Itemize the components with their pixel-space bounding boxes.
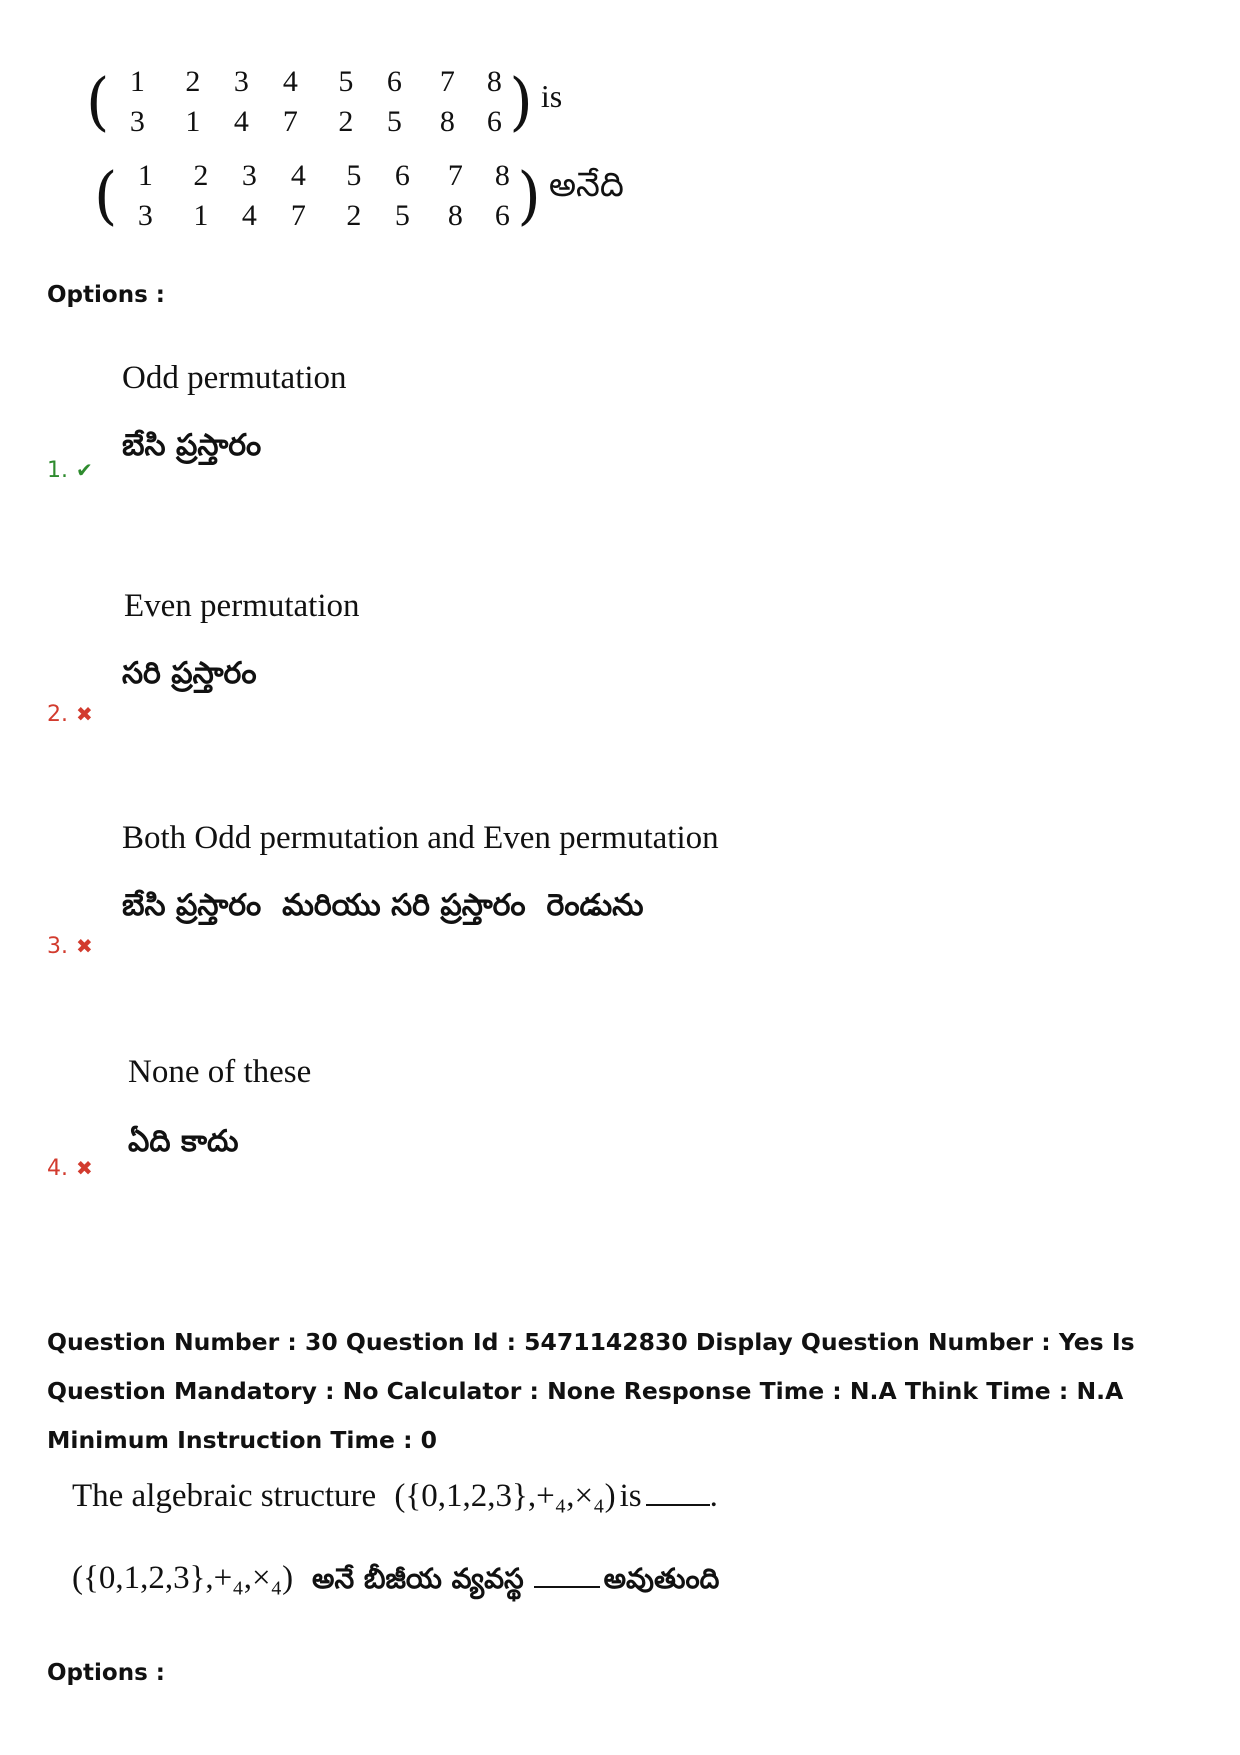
option-3-telugu: బేసి ప్రస్తారం మరియు సరి ప్రస్తారం రెండును bbox=[122, 888, 644, 923]
option-4-number bbox=[47, 1156, 93, 1181]
permutation-cell: 6 bbox=[386, 65, 402, 98]
option-4-english: None of these bbox=[128, 1054, 312, 1090]
permutation-cell: 3 bbox=[233, 65, 249, 98]
permutation-grid bbox=[109, 62, 509, 142]
cross-icon: ✖ bbox=[76, 1156, 93, 1180]
question-text-english bbox=[72, 1478, 718, 1515]
option-number-text: 3. bbox=[47, 934, 68, 959]
option-2-english: Even permutation bbox=[124, 588, 360, 624]
option-1-telugu: బేసి ప్రస్తారం bbox=[122, 428, 262, 463]
option-number-text: 2. bbox=[47, 702, 68, 727]
question-en-end: . bbox=[709, 1478, 718, 1514]
permutation-cell: 8 bbox=[439, 105, 455, 138]
cross-icon: ✖ bbox=[76, 934, 93, 958]
right-paren: ) bbox=[517, 159, 541, 233]
question-en-suffix: is bbox=[619, 1478, 642, 1514]
permutation-cell: 6 bbox=[494, 199, 510, 232]
option-3-number bbox=[47, 934, 93, 959]
permutation-cell: 8 bbox=[447, 199, 463, 232]
option-2-number bbox=[47, 702, 93, 727]
permutation-en bbox=[86, 62, 562, 142]
permutation-cell: 5 bbox=[386, 105, 402, 138]
option-1-english: Odd permutation bbox=[122, 360, 347, 396]
option-1-number bbox=[47, 458, 93, 483]
option-number-text: 1. bbox=[47, 458, 68, 483]
permutation-cell: 5 bbox=[394, 199, 410, 232]
permutation-cell: 1 bbox=[193, 199, 209, 232]
permutation-cell: 5 bbox=[346, 159, 362, 192]
permutation-cell: 4 bbox=[241, 199, 257, 232]
question-text-telugu bbox=[72, 1560, 719, 1602]
permutation-cell: 6 bbox=[394, 159, 410, 192]
permutation-cell: 7 bbox=[290, 199, 306, 232]
permutation-cell: 2 bbox=[193, 159, 209, 192]
permutation-suffix-te: అనేది bbox=[548, 165, 624, 205]
options-label: Options : bbox=[47, 1660, 165, 1686]
check-icon: ✔ bbox=[76, 458, 93, 482]
cross-icon: ✖ bbox=[76, 702, 93, 726]
permutation-suffix-en: is bbox=[540, 77, 563, 114]
question-te-end: అవుతుంది bbox=[603, 1562, 720, 1595]
permutation-cell: 8 bbox=[486, 65, 502, 98]
permutation-grid bbox=[117, 156, 517, 236]
question-te-middle: అనే బీజీయ వ్యవస్థ bbox=[312, 1562, 524, 1595]
permutation-cell: 2 bbox=[185, 65, 201, 98]
permutation-cell: 3 bbox=[241, 159, 257, 192]
permutation-cell: 4 bbox=[233, 105, 249, 138]
option-3-english: Both Odd permutation and Even permutation bbox=[122, 820, 719, 856]
permutation-cell: 7 bbox=[282, 105, 298, 138]
permutation-cell: 2 bbox=[346, 199, 362, 232]
question-en-prefix: The algebraic structure bbox=[72, 1478, 377, 1514]
option-4-telugu: ఏది కాదు bbox=[128, 1124, 239, 1159]
permutation-cell: 4 bbox=[282, 65, 298, 98]
right-paren: ) bbox=[509, 65, 533, 139]
permutation-cell: 3 bbox=[137, 199, 153, 232]
permutation-cell: 2 bbox=[338, 105, 354, 138]
algebraic-structure-te: ({0,1,2,3},+₄,×₄) bbox=[72, 1560, 294, 1596]
option-number-text: 4. bbox=[47, 1156, 68, 1181]
left-paren: ( bbox=[94, 159, 118, 233]
permutation-cell: 4 bbox=[290, 159, 306, 192]
permutation-cell: 7 bbox=[447, 159, 463, 192]
permutation-cell: 8 bbox=[494, 159, 510, 192]
permutation-cell: 1 bbox=[185, 105, 201, 138]
option-2-telugu: సరి ప్రస్తారం bbox=[122, 656, 257, 691]
algebraic-structure: ({0,1,2,3},+₄,×₄) bbox=[394, 1478, 616, 1514]
permutation-cell: 1 bbox=[129, 65, 145, 98]
permutation-te bbox=[94, 156, 624, 236]
permutation-cell: 7 bbox=[439, 65, 455, 98]
permutation-cell: 3 bbox=[129, 105, 145, 138]
question-info: Question Number : 30 Question Id : 5471142830 Display Question Number : Yes Is Question Mandatory : No Calculator : None Response Time : N.A Think Time : N.A Minimum Instruction Time : 0 bbox=[47, 1328, 1135, 1454]
answer-blank bbox=[646, 1480, 710, 1506]
answer-blank bbox=[534, 1562, 600, 1588]
permutation-cell: 1 bbox=[137, 159, 153, 192]
options-label: Options : bbox=[47, 282, 165, 308]
permutation-cell: 5 bbox=[338, 65, 354, 98]
left-paren: ( bbox=[86, 65, 110, 139]
permutation-cell: 6 bbox=[486, 105, 502, 138]
